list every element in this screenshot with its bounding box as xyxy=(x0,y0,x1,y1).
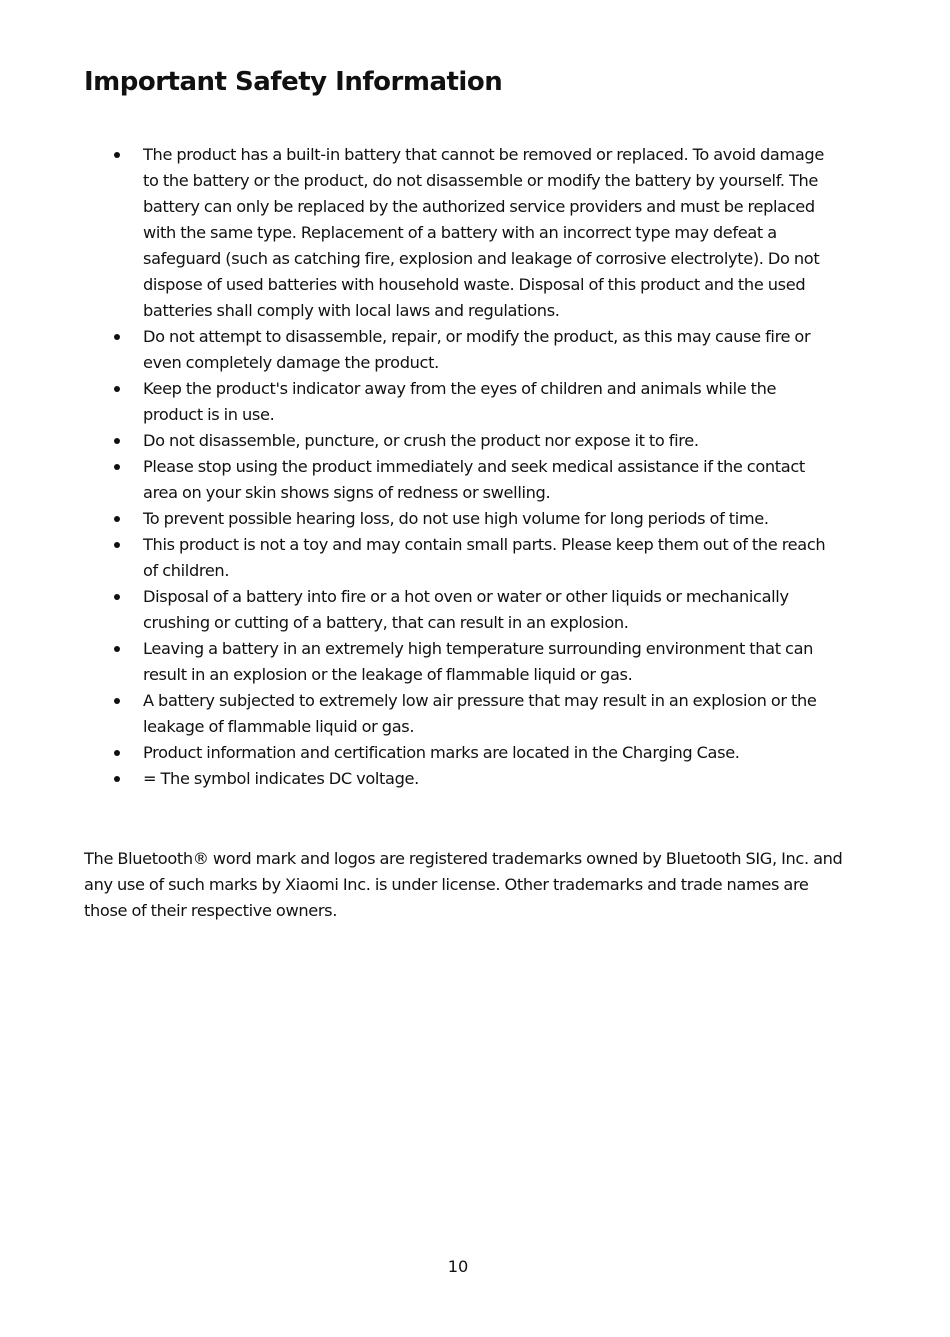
page-title: Important Safety Information xyxy=(84,67,503,97)
trademark-notice: The Bluetooth® word mark and logos are registered trademarks owned by Bluetooth SIG, Inc. and any use of such marks by Xiaomi Inc. is under license. Other trademarks and trade names are those of their respective owners. xyxy=(84,849,843,920)
bullet-text: This product is not a toy and may contain small parts. Please keep them out of the reach of children. xyxy=(143,535,826,580)
bullet-icon xyxy=(114,698,120,704)
bullet-icon xyxy=(114,750,120,756)
bullet-text: To prevent possible hearing loss, do not use high volume for long periods of time. xyxy=(143,509,769,528)
bullet-icon xyxy=(114,646,120,652)
bullet-text: Do not attempt to disassemble, repair, or modify the product, as this may cause fire or even completely damage the product. xyxy=(143,327,811,372)
bullet-text: A battery subjected to extremely low air pressure that may result in an explosion or the leakage of flammable liquid or gas. xyxy=(143,691,817,736)
list-item xyxy=(114,428,839,454)
bullet-text: Disposal of a battery into fire or a hot oven or water or other liquids or mechanically crushing or cutting of a battery, that can result in an explosion. xyxy=(143,587,789,632)
list-item xyxy=(114,142,839,324)
list-item xyxy=(114,740,839,766)
bullet-text: Please stop using the product immediately and seek medical assistance if the contact area on your skin shows signs of redness or swelling. xyxy=(143,457,805,502)
list-item xyxy=(114,532,839,584)
list-item xyxy=(114,688,839,740)
bullet-text: Keep the product's indicator away from the eyes of children and animals while the product is in use. xyxy=(143,379,777,424)
bullet-icon xyxy=(114,516,120,522)
bullet-text: Leaving a battery in an extremely high temperature surrounding environment that can result in an explosion or the leakage of flammable liquid or gas. xyxy=(143,639,814,684)
bullet-icon xyxy=(114,594,120,600)
list-item xyxy=(114,766,839,792)
list-item xyxy=(114,376,839,428)
bullet-icon xyxy=(114,776,120,782)
bullet-text: The product has a built-in battery that cannot be removed or replaced. To avoid damage to the battery or the product, do not disassemble or modify the battery by yourself. The battery can only be replaced by the authorized service providers and must be replaced with the same type. Replacement of a battery with an incorrect type may defeat a safeguard (such as catching fire, explosion and leakage of corrosive electrolyte). Do not dispose of used batteries with household waste. Disposal of this product and the used batteries shall comply with local laws and regulations. xyxy=(143,145,824,320)
safety-bullet-list xyxy=(114,142,839,792)
bullet-text: Product information and certification marks are located in the Charging Case. xyxy=(143,743,740,762)
bullet-text: = The symbol indicates DC voltage. xyxy=(143,769,419,788)
bullet-icon xyxy=(114,152,120,158)
list-item xyxy=(114,584,839,636)
page-number: 10 xyxy=(447,1257,469,1276)
list-item xyxy=(114,506,839,532)
bullet-icon xyxy=(114,542,120,548)
bullet-icon xyxy=(114,334,120,340)
list-item xyxy=(114,324,839,376)
list-item xyxy=(114,454,839,506)
bullet-icon xyxy=(114,386,120,392)
list-item xyxy=(114,636,839,688)
bullet-icon xyxy=(114,438,120,444)
bullet-text: Do not disassemble, puncture, or crush the product nor expose it to fire. xyxy=(143,431,699,450)
bullet-icon xyxy=(114,464,120,470)
